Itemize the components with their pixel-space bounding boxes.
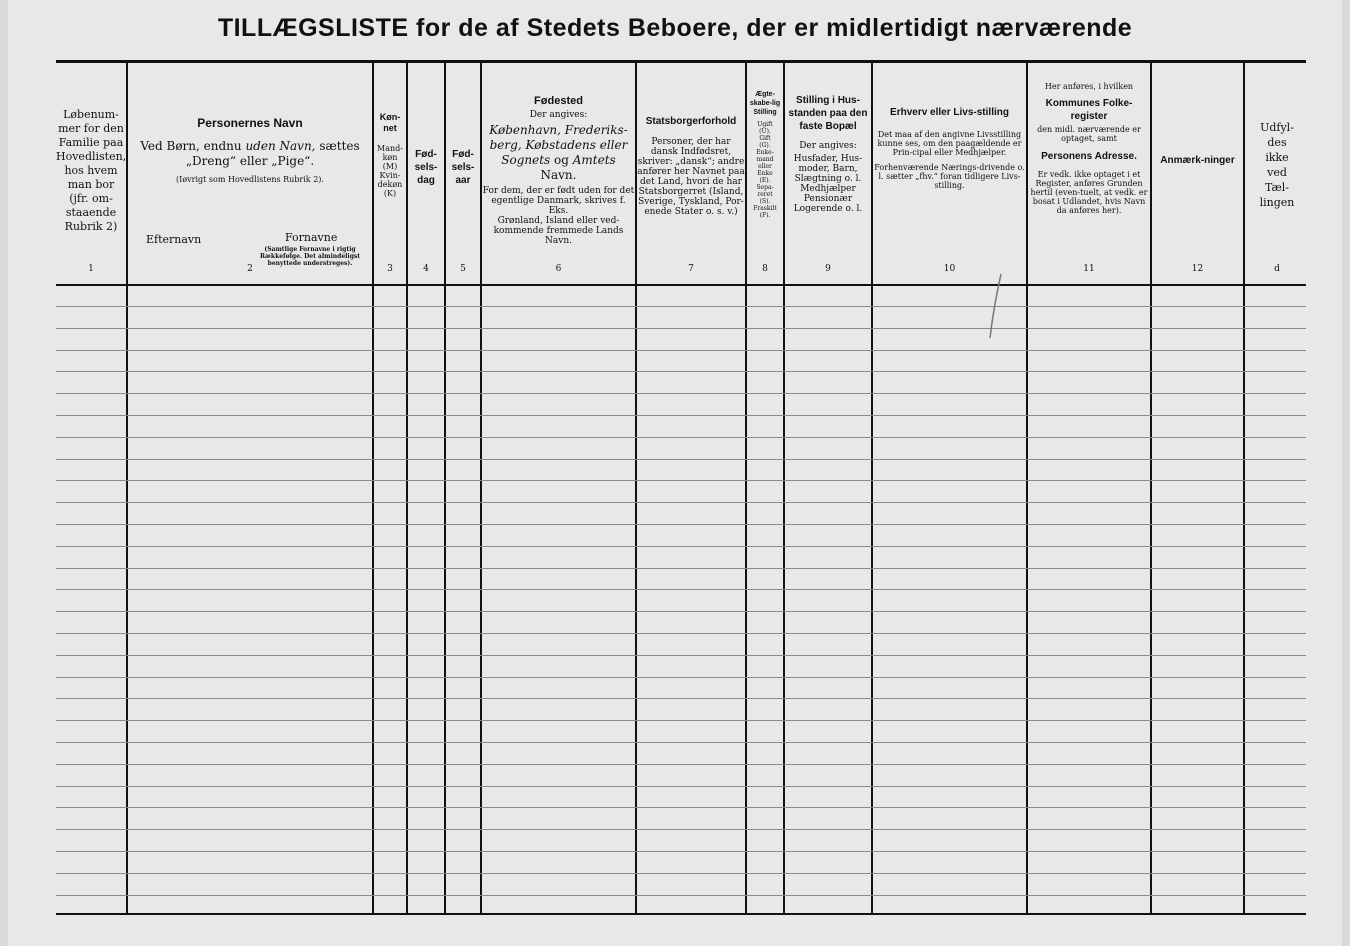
writing-line: [56, 764, 1306, 765]
column-12-header: Anmærk-ninger: [1160, 155, 1235, 166]
writing-line: [56, 502, 1306, 503]
column-2-header: Personernes Navn Ved Børn, endnu uden Navn, sættes „Dreng“ eller „Pige“. (Iøvrigt som Hovedlistens Rubrik 2).: [140, 118, 360, 184]
firstname-note: (Samtlige Fornavne i rigtig Rækkefølge. Det almindeligst benyttede understreges).: [259, 246, 361, 267]
writing-line: [56, 480, 1306, 481]
pencil-mark: [985, 272, 1005, 342]
writing-line: [56, 851, 1306, 852]
column-number: 10: [943, 264, 956, 274]
firstname-label: Fornavne: [285, 231, 338, 244]
writing-line: [56, 742, 1306, 743]
top-rule: [56, 60, 1306, 63]
writing-line: [56, 633, 1306, 634]
column-number: 6: [555, 264, 562, 274]
column-8-header: Ægte-skabe-lig Stilling Ugift (U). Gift (G). Enke- mand eller Enke (E). Sepa- reret (S). Fraskilt (F).: [749, 91, 781, 219]
title-rest: for de af Stedets Beboere, der er midlertidigt nærværende: [416, 14, 1133, 42]
writing-line: [56, 873, 1306, 874]
column-5-header: Fød-sels-aar: [451, 149, 475, 186]
column-number: 7: [688, 264, 694, 274]
writing-line: [56, 393, 1306, 394]
column-number: 5: [460, 264, 466, 274]
writing-line: [56, 371, 1306, 372]
column-number: 11: [1083, 264, 1095, 274]
writing-line: [56, 807, 1306, 808]
form-title: [0, 14, 1350, 43]
column-number: 12: [1191, 264, 1204, 274]
column-number: 4: [423, 264, 429, 274]
writing-line: [56, 568, 1306, 569]
writing-line: [56, 786, 1306, 787]
column-1-header: Løbenum- mer for den Familie paa Hovedlisten, hos hvem man bor (jfr. om- staaende Rubrik 2): [56, 108, 126, 233]
bottom-rule: [56, 913, 1306, 915]
writing-line: [56, 611, 1306, 612]
writing-line: [56, 459, 1306, 460]
column-number: d: [1274, 264, 1280, 274]
column-4-header: Fød-sels-dag: [414, 149, 438, 186]
column-10-header: Erhverv eller Livs-stilling Det maa af den angivne Livsstilling kunne ses, om den paagældende er Prin-cipal eller Medhjælper. Forhenværende Nærings-drivende o. l. sætter „fhv.“ foran tidligere Livs-stilling.: [874, 107, 1025, 190]
title-main: TILLÆGSLISTE: [217, 14, 409, 42]
writing-line: [56, 350, 1306, 351]
column-number: 1: [88, 264, 94, 274]
column-9-header: Stilling i Hus-standen paa den faste Bopæl Der angives: Husfader, Hus-moder, Barn, Slægtning o. l. Medhjælper Pensionær Logerende o. l.: [788, 95, 868, 214]
writing-line: [56, 415, 1306, 416]
column-number: 2: [247, 264, 253, 274]
writing-line: [56, 655, 1306, 656]
surname-label: Efternavn: [146, 233, 202, 246]
column-d-header: Udfyl- des ikke ved Tæl- lingen: [1259, 121, 1295, 209]
writing-line: [56, 546, 1306, 547]
writing-line: [56, 677, 1306, 678]
writing-line: [56, 524, 1306, 525]
column-3-header: Køn-net Mand- køn (M) Kvin- dekøn (K): [377, 112, 403, 198]
column-number: 3: [387, 264, 393, 274]
column-6-header: Fødested Der angives: København, Frederiks- berg, Købstadens eller Sognets og Amtets Navn. For dem, der er født uden for det egentlige Danmark, skrives f. Eks. Grønland, Island eller ved-kommende fremmede Lands Navn.: [482, 96, 635, 246]
writing-line: [56, 437, 1306, 438]
writing-line: [56, 698, 1306, 699]
column-11-header: Her anføres, i hvilken Kommunes Folke-register den midl. nærværende er optaget, samt Personens Adresse. Er vedk. ikke optaget i et Register, anføres Grunden hertil (even-tuelt, at vedk. er bosat i Udlandet, hvis Navn da anføres her).: [1030, 82, 1148, 215]
column-number: 8: [762, 264, 768, 274]
writing-line: [56, 589, 1306, 590]
writing-line: [56, 829, 1306, 830]
writing-line: [56, 720, 1306, 721]
writing-line: [56, 895, 1306, 896]
column-7-header: Statsborgerforhold Personer, der har dansk Indfødsret, skriver: „dansk“; andre anfører her Navnet paa det Land, hvori de har Statsborgerret (Island, Sverige, Tyskland, Por-enede Stater o. s. v.): [637, 116, 745, 217]
column-number: 9: [825, 264, 831, 274]
